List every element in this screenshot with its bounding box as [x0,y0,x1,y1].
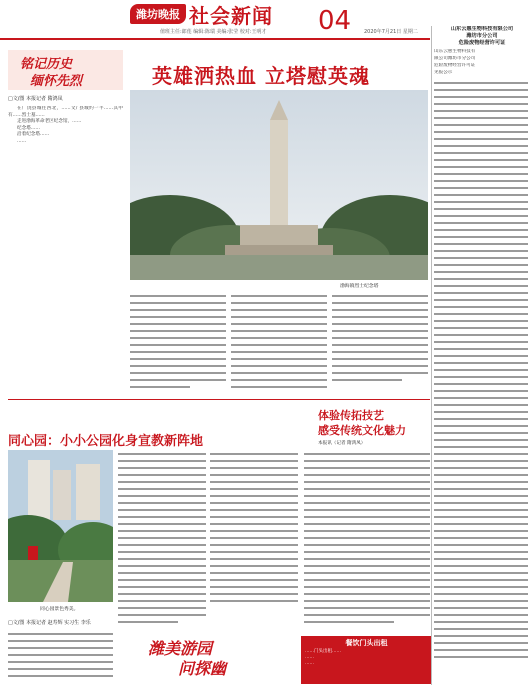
story2-photo [8,450,113,602]
issue-date: 2020年7月21日 星期二 [364,29,418,35]
story3-byline: 本报讯（记者 隋鸿凤） [318,441,366,446]
story1-byline: □文/图 本报记者 隋鸿凤 [8,96,63,102]
story1-paragraph: 走进渤海革命老区纪念馆，…… [17,119,82,125]
story2-headline: 同心园：小小公园化身宣教新阵地 [8,434,204,449]
story1-paragraph: 在广饶县城往西北，……文/ 县城约一半……其中有……烈士墓…… [8,106,123,118]
story2-column-2 [118,450,206,630]
story1-kicker-line1: 铭记历史 [20,57,73,72]
sidebar-header [434,26,530,47]
story2-text-lines-icon [8,630,113,685]
sidebar-line: 山东云惠生物科技有 [434,49,476,54]
ad-banner-line: …… [305,661,314,666]
story2-byline: □文/图 本报记者 赵寿辉 实习生 李乐 [8,620,91,626]
page-number: 04 [318,6,352,36]
story1-kicker-box [8,50,123,90]
ad-banner-text [301,648,432,668]
sidebar-line: 限公司潍坊市分公司 [434,55,476,61]
sidebar-notice [434,26,530,685]
sidebar-text-lines-icon [434,77,530,677]
ad-banner-title: 餐饮门头出租 [345,639,388,647]
story2-text-lines-icon [210,450,298,630]
story1-text-lines-icon [332,292,428,397]
monument-photo-icon [130,90,428,280]
story2-photo-caption: 同心园景色秀美。 [40,607,79,612]
story3-headline-line1: 体验传拓技艺 [318,409,384,422]
story1-headline: 英雄洒热血 立塔慰英魂 [152,64,370,88]
story1-column-2 [130,292,226,397]
story3-text-lines-icon [304,450,430,630]
story3-text [304,450,430,630]
story1-text-lines-icon [231,292,327,397]
masthead-rule [0,38,430,40]
story2-column-3 [210,450,298,630]
bottom-title-bottom: 问探幽 [178,659,227,678]
park-photo-icon [8,450,113,602]
story3-headline-line2: 感受传统文化魅力 [318,424,406,437]
sidebar-line: 见报公示 [434,69,453,75]
ad-banner-line: …… [305,655,314,660]
sidebar-header-line: 山东云惠生物科技有限公司 [450,26,514,32]
sidebar-divider [431,26,432,685]
story1-column-4 [332,292,428,397]
story1-column-1 [8,106,123,438]
story1-kicker-line2: 缅怀先烈 [30,74,83,89]
story1-paragraph: 沿着纪念塔…… [17,132,50,138]
sidebar-header-line: 潍坊市分公司 [466,33,498,39]
section-title: 社会新闻 [189,4,273,28]
story1-photo [130,90,428,280]
story2-text-lines-icon [118,450,206,630]
story1-text-lines-icon [130,292,226,397]
staff-info: 值班主任:郎莲 编辑:陈瑞 美编:张莹 校对:王明才 [160,29,267,35]
sidebar-line: 危险废物经营许可证 [434,62,476,68]
section-divider [8,399,430,400]
story1-paragraph: 纪念塔…… [17,125,40,131]
sidebar-header-line: 危险废物经营许可证 [458,40,506,46]
bottom-title-top: 潍美游园 [148,639,213,658]
story1-photo-caption: 渤海镇烈士纪念塔 [340,284,379,289]
story1-paragraph: …… [17,138,27,144]
story3-headline [318,408,406,438]
story1-column-3 [231,292,327,397]
newspaper-logo: 潍坊晚报 [130,4,186,24]
ad-banner [301,636,432,684]
ad-banner-line: ……门头出租…… [305,649,341,654]
story2-text-bottom [8,630,113,685]
